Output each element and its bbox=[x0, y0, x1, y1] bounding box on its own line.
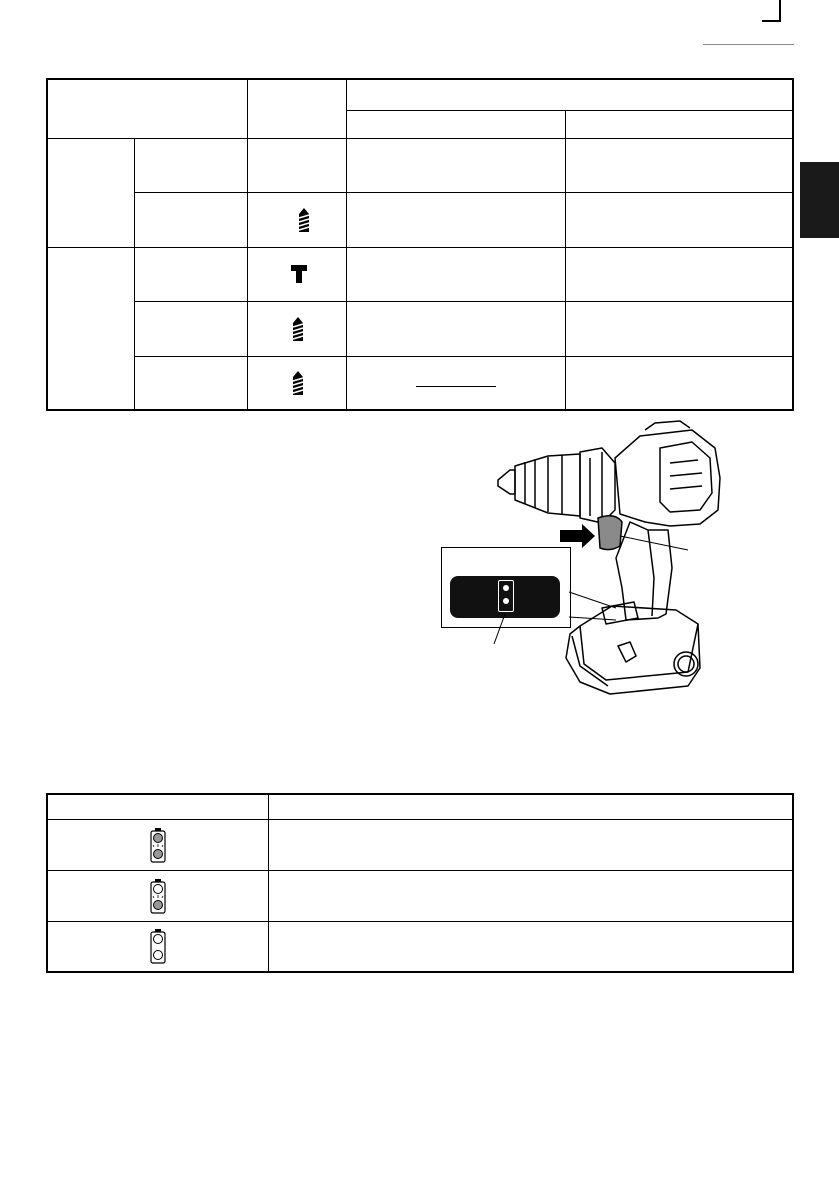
battery-level-empty-icon bbox=[48, 927, 268, 965]
table-row bbox=[47, 247, 793, 301]
table-row bbox=[47, 138, 793, 192]
cut-corner-mark-h bbox=[762, 20, 781, 22]
mode-table bbox=[46, 78, 794, 411]
header-rule bbox=[703, 44, 794, 45]
table-row bbox=[47, 819, 793, 870]
drill-bit-icon bbox=[248, 370, 346, 396]
table-row bbox=[47, 921, 793, 972]
table-row bbox=[47, 356, 793, 410]
battery-table bbox=[46, 793, 794, 973]
table-row bbox=[47, 870, 793, 921]
cut-corner-mark bbox=[779, 0, 781, 22]
language-tab-marker bbox=[800, 162, 839, 238]
battery-level-low-icon bbox=[48, 877, 268, 915]
drill-bit-icon bbox=[248, 316, 346, 342]
table-row bbox=[47, 192, 793, 247]
battery-level-high-icon bbox=[48, 826, 268, 864]
underline-mark bbox=[416, 386, 496, 387]
hammer-icon bbox=[248, 264, 346, 284]
drill-bit-icon bbox=[248, 207, 346, 233]
callout-connector bbox=[480, 580, 620, 650]
table-row bbox=[47, 301, 793, 356]
